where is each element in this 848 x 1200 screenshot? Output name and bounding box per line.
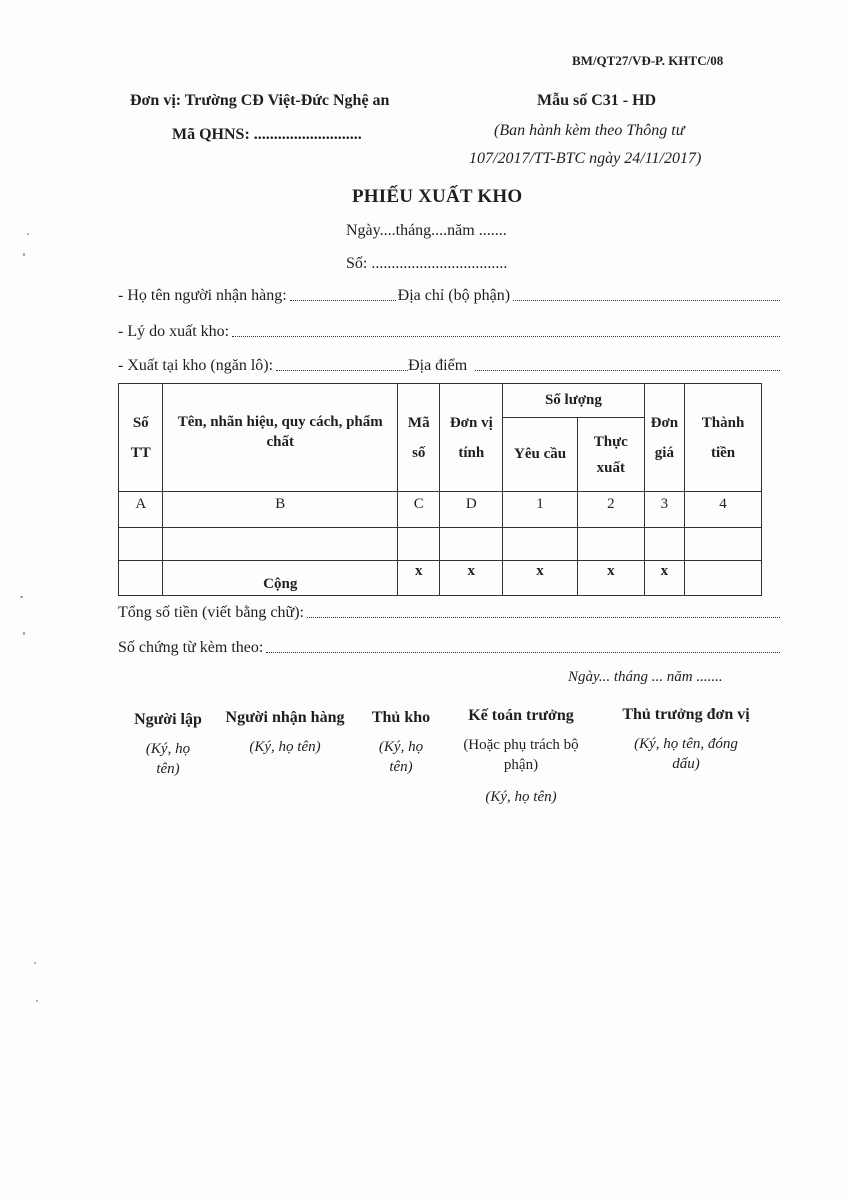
scan-speck — [27, 233, 29, 235]
issued-note-line1: (Ban hành kèm theo Thông tư — [494, 122, 685, 139]
cell-unit[interactable] — [440, 528, 503, 561]
goods-table — [118, 383, 762, 596]
signature-title: Thủ trưởng đơn vị — [622, 706, 750, 723]
total-words-input[interactable] — [307, 604, 780, 618]
signature-title: Kế toán trưởng — [468, 707, 574, 724]
form-code: BM/QT27/VĐ-P. KHTC/08 — [572, 53, 724, 68]
header-unit: Đơn vị tính — [440, 384, 503, 492]
reason-input[interactable] — [232, 323, 780, 337]
recipient-label: - Họ tên người nhận hàng: — [118, 287, 287, 304]
address-input[interactable] — [513, 287, 780, 301]
signature-instruction: (Ký, họ tên) — [378, 739, 424, 775]
table-row — [119, 528, 762, 561]
total-mark: x — [398, 561, 440, 596]
signature-storekeeper — [361, 709, 441, 777]
index-cell: 3 — [644, 492, 684, 528]
scan-speck — [36, 1000, 38, 1002]
cell-actual[interactable] — [577, 528, 644, 561]
attached-docs-input[interactable] — [266, 639, 780, 653]
total-row — [119, 561, 762, 596]
signature-title: Thủ kho — [371, 709, 431, 726]
warehouse-label: - Xuất tại kho (ngăn lô): — [118, 357, 274, 374]
reason-field-row — [118, 323, 782, 341]
index-cell: 4 — [685, 492, 762, 528]
recipient-input[interactable] — [290, 287, 396, 301]
document-title: PHIẾU XUẤT KHO — [352, 186, 523, 207]
total-words-label: Tổng số tiền (viết bằng chữ): — [118, 604, 304, 621]
scan-speck — [34, 962, 36, 964]
signature-instruction: (Ký, họ tên) — [249, 739, 321, 755]
signature-note: (Hoặc phụ trách bộ phận) — [463, 737, 579, 773]
header-requested: Yêu cầu — [503, 418, 578, 492]
cell-requested[interactable] — [503, 528, 578, 561]
index-cell: C — [398, 492, 440, 528]
issued-note-line2: 107/2017/TT-BTC ngày 24/11/2017) — [469, 150, 702, 167]
attached-docs-row — [118, 639, 782, 657]
index-cell: 1 — [503, 492, 578, 528]
scan-speck — [20, 596, 23, 598]
header-code: Mã số — [398, 384, 440, 492]
signature-instruction: (Ký, họ tên) — [485, 789, 557, 805]
cell-name[interactable] — [163, 528, 398, 561]
cell-code[interactable] — [398, 528, 440, 561]
cell-amount[interactable] — [685, 528, 762, 561]
location-label: Địa điểm — [408, 357, 468, 374]
header-price: Đơn giá — [644, 384, 684, 492]
total-amount-cell[interactable] — [685, 561, 762, 596]
unit-name: Đơn vị: Trường CĐ Việt-Đức Nghệ an — [130, 92, 390, 109]
qhns-code: Mã QHNS: ........................... — [172, 126, 362, 143]
header-amount: Thành tiền — [685, 384, 762, 492]
location-input[interactable] — [475, 357, 780, 371]
recipient-field-row — [118, 287, 782, 305]
signature-instruction: (Ký, họ tên) — [145, 741, 191, 777]
total-label: Cộng — [163, 561, 398, 596]
warehouse-field-row — [118, 357, 782, 375]
signature-title: Người nhận hàng — [225, 709, 345, 726]
total-mark: x — [644, 561, 684, 596]
header-stt: Số TT — [119, 384, 163, 492]
number-line: Số: .................................. — [346, 255, 508, 272]
index-cell: 2 — [577, 492, 644, 528]
scan-speck — [23, 632, 25, 635]
index-cell: D — [440, 492, 503, 528]
index-cell: B — [163, 492, 398, 528]
cell-stt[interactable] — [119, 528, 163, 561]
signature-instruction: (Ký, họ tên, đóng dấu) — [634, 736, 738, 772]
scan-speck — [23, 253, 25, 256]
signature-chief-accountant — [447, 707, 595, 807]
header-actual: Thực xuất — [577, 418, 644, 492]
date-line: Ngày....tháng....năm ....... — [346, 222, 507, 239]
total-mark: x — [440, 561, 503, 596]
total-empty-cell — [119, 561, 163, 596]
attached-docs-label: Số chứng từ kèm theo: — [118, 639, 264, 656]
sign-date-line: Ngày... tháng ... năm ....... — [568, 669, 723, 685]
signature-recipient — [212, 709, 358, 757]
header-quantity: Số lượng — [503, 384, 645, 418]
signature-title: Người lập — [134, 711, 202, 728]
cell-price[interactable] — [644, 528, 684, 561]
total-mark: x — [577, 561, 644, 596]
total-mark: x — [503, 561, 578, 596]
header-name: Tên, nhãn hiệu, quy cách, phẩm chất — [163, 384, 398, 492]
address-label: Địa chỉ (bộ phận) — [397, 287, 511, 304]
signature-head-of-unit — [600, 706, 772, 774]
reason-label: - Lý do xuất kho: — [118, 323, 230, 340]
index-cell: A — [119, 492, 163, 528]
index-row — [119, 492, 762, 528]
warehouse-input[interactable] — [276, 357, 408, 371]
total-words-row — [118, 604, 782, 622]
signature-preparer — [122, 711, 214, 779]
form-number: Mẫu số C31 - HD — [537, 92, 657, 109]
